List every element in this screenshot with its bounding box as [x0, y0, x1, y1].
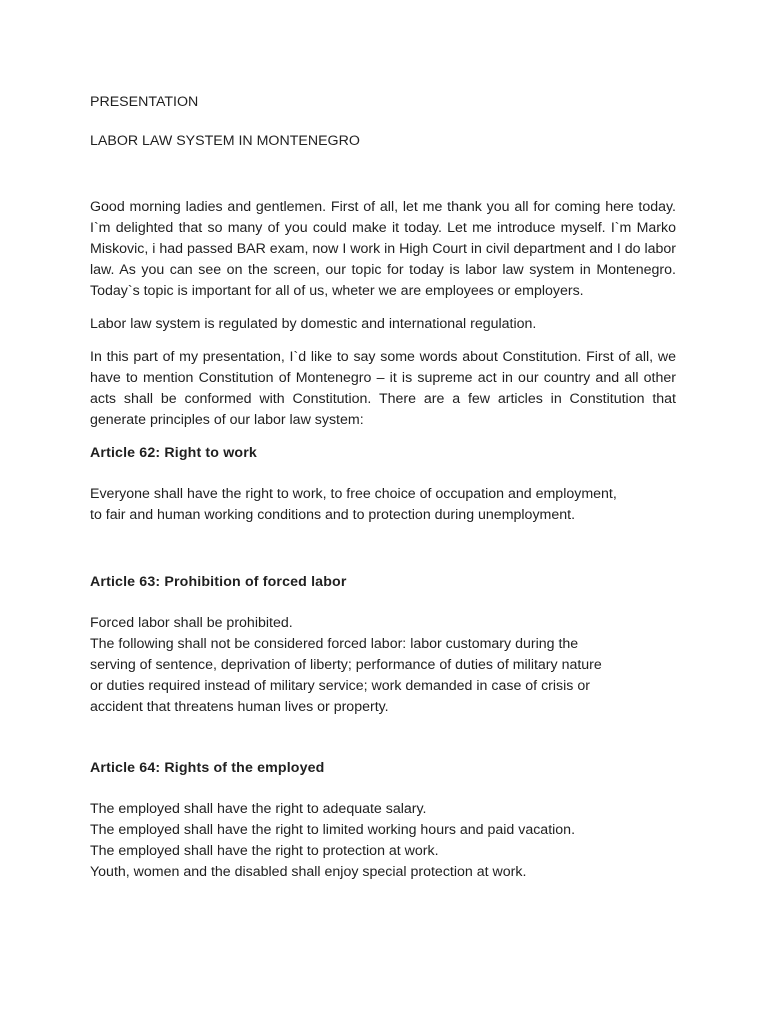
- article-63-line: The following shall not be considered forced labor: labor customary during the: [90, 636, 579, 652]
- article-62-line: to fair and human working conditions and to protection during unemployment.: [90, 507, 576, 523]
- article-62-title: Article 62: Right to work: [90, 445, 257, 461]
- article-62-body: [90, 484, 676, 526]
- intro-paragraph: Good morning ladies and gentlemen. First of all, let me thank you all for coming here today. I`m delighted that so many of you could make it today. Let me introduce myself. I`m Marko Miskovic, i had passed BAR exam, now I work in High Court in civil department and I do labor law. As you can see on the screen, our topic for today is labor law system in Montenegro. Today`s topic is important for all of us, wheter we are employees or employers.: [90, 199, 676, 299]
- article-64-line: The employed shall have the right to protection at work.: [90, 843, 439, 859]
- regulation-paragraph: Labor law system is regulated by domestic and international regulation.: [90, 316, 537, 332]
- article-64-line: Youth, women and the disabled shall enjoy special protection at work.: [90, 864, 527, 880]
- article-63-line: or duties required instead of military service; work demanded in case of crisis or: [90, 678, 590, 694]
- article-63-line: accident that threatens human lives or property.: [90, 699, 389, 715]
- constitution-paragraph: In this part of my presentation, I`d like to say some words about Constitution. First of all, we have to mention Constitution of Montenegro – it is supreme act in our country and all other acts shall be conformed with Constitution. There are a few articles in Constitution that generate principles of our labor law system:: [90, 349, 676, 428]
- article-63-body: [90, 613, 676, 718]
- article-64-title: Article 64: Rights of the employed: [90, 760, 325, 776]
- article-62-line: Everyone shall have the right to work, to free choice of occupation and employment,: [90, 486, 617, 502]
- document-title-presentation: PRESENTATION: [90, 94, 199, 110]
- document-content: [90, 92, 676, 883]
- article-64-body: [90, 799, 676, 883]
- article-64-line: The employed shall have the right to limited working hours and paid vacation.: [90, 822, 576, 838]
- article-63-title: Article 63: Prohibition of forced labor: [90, 574, 347, 590]
- document-title-topic: LABOR LAW SYSTEM IN MONTENEGRO: [90, 133, 360, 149]
- article-64-line: The employed shall have the right to adequate salary.: [90, 801, 427, 817]
- article-63-line: Forced labor shall be prohibited.: [90, 615, 293, 631]
- article-63-line: serving of sentence, deprivation of liberty; performance of duties of military nature: [90, 657, 602, 673]
